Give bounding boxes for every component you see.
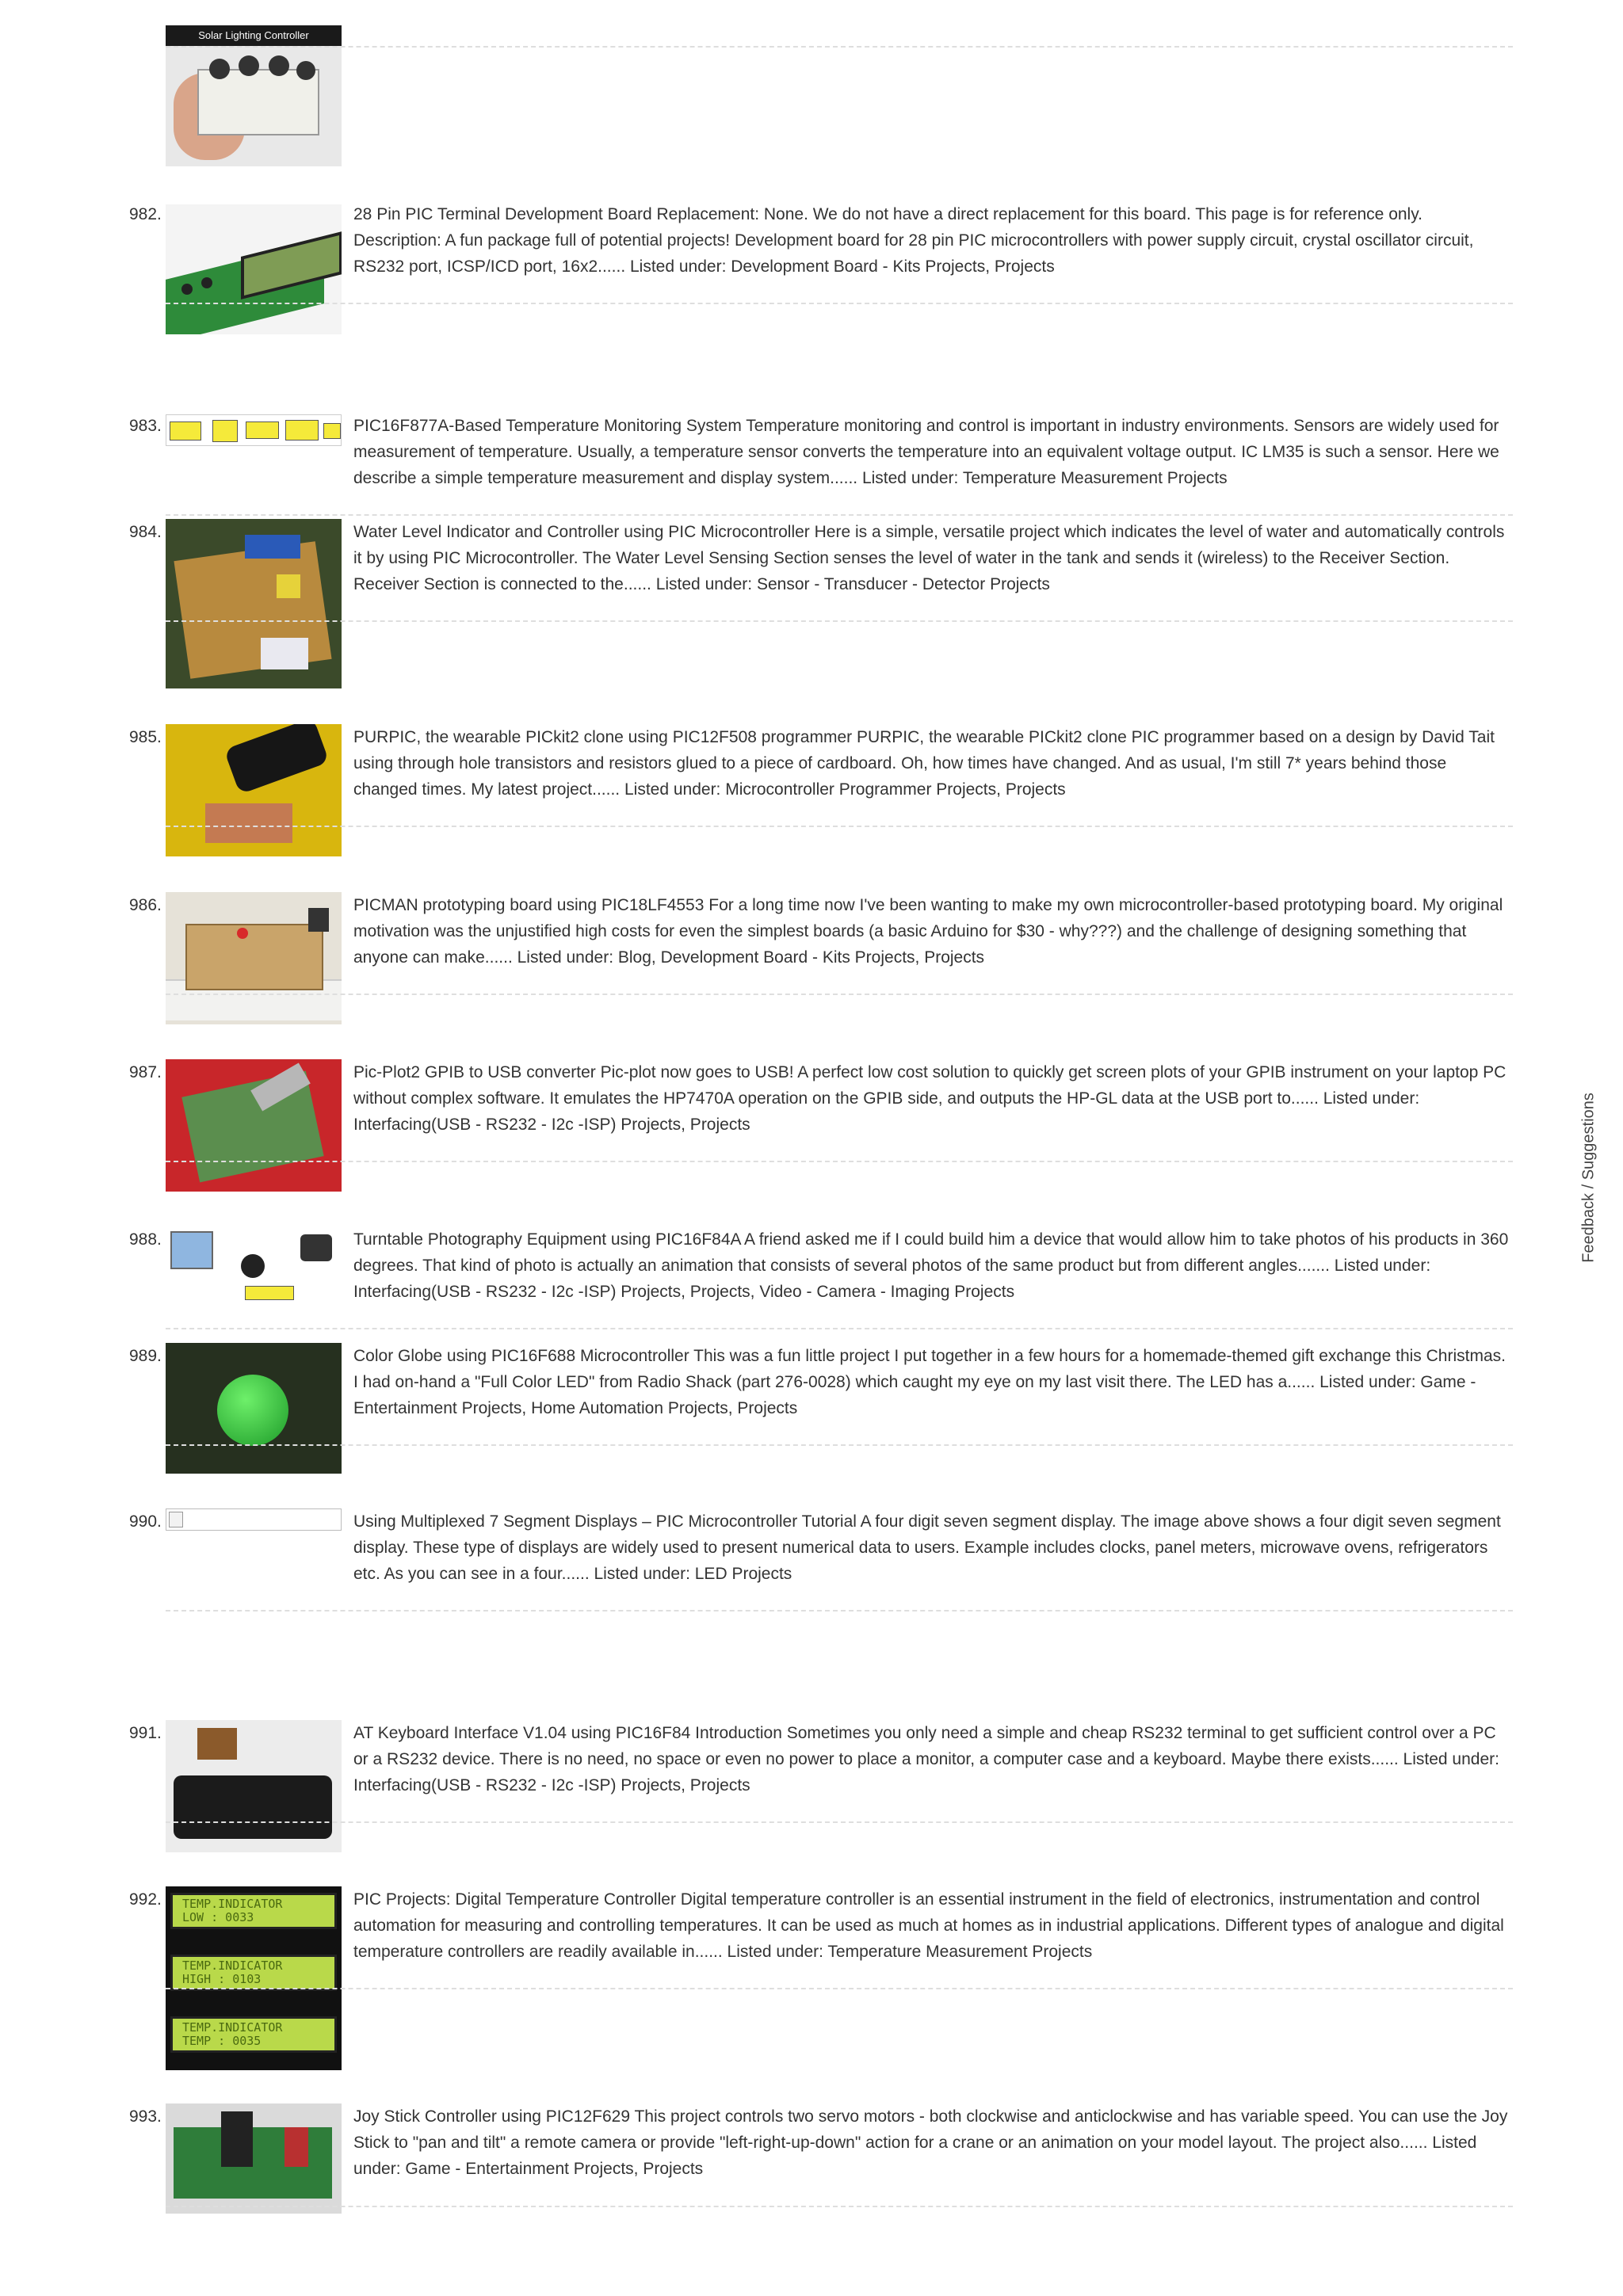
separator — [166, 1821, 1513, 1823]
broken-image-icon[interactable] — [166, 1508, 342, 1531]
separator — [166, 1444, 1513, 1446]
item-description[interactable]: Water Level Indicator and Controller using PIC Microcontroller Here is a simple, versatile project which indicates the level of water and automatically controls it by using PIC Microcontroller. The Water Level Sensing Section senses the level of water in the tank and sends it (wireless) to the Receiver Section. Receiver Section is connected to the...... Listed under: Sensor - Transducer - Detector Projects — [353, 523, 1505, 593]
project-thumbnail[interactable] — [166, 1343, 342, 1474]
item-number: 987. — [129, 1063, 162, 1081]
separator — [166, 994, 1513, 995]
feedback-label: Feedback / Suggestions — [1579, 1093, 1598, 1263]
lcd-line: TEMP.INDICATOR — [182, 1897, 283, 1911]
lcd-line: LOW : 0033 — [182, 1910, 254, 1924]
separator — [166, 826, 1513, 827]
separator — [166, 46, 1513, 48]
project-thumbnail[interactable] — [166, 519, 342, 688]
item-description[interactable]: Turntable Photography Equipment using PIC16F84A A friend asked me if I could build him a device that would allow him to take photos of his products in 360 degrees. That kind of photo is actually an animation that consists of several photos of the same product but from different angles....... Listed under: Interfacing(USB - RS232 - I2c -ISP) Projects, Projects, Video - Camera - Imaging Projects — [353, 1230, 1509, 1301]
feedback-tab[interactable] — [1577, 1089, 1601, 1272]
item-number: 989. — [129, 1347, 162, 1365]
item-description[interactable]: Using Multiplexed 7 Segment Displays – PIC Microcontroller Tutorial A four digit seven segment display. The image above shows a four digit seven segment display. These type of displays are widely used to present numerical data to users. Example includes clocks, panel meters, microwave ovens, refrigerators etc. As you can see in a four...... Listed under: LED Projects — [353, 1512, 1501, 1583]
item-description[interactable]: Pic-Plot2 GPIB to USB converter Pic-plot now goes to USB! A perfect low cost solution to quickly get screen plots of your GPIB instrument on your laptop PC without complex software. It emulates the HP7470A operation on the GPIB side, and outputs the HP-GL data at the USB port to...... Listed under: Interfacing(USB - RS232 - I2c -ISP) Projects, Projects — [353, 1063, 1507, 1134]
project-thumbnail[interactable] — [166, 414, 342, 446]
item-number: 984. — [129, 523, 162, 541]
item-number: 983. — [129, 417, 162, 435]
separator — [166, 1988, 1513, 1989]
lcd-line: TEMP.INDICATOR — [182, 2020, 283, 2035]
separator — [166, 303, 1513, 304]
item-description[interactable]: Color Globe using PIC16F688 Microcontroller This was a fun little project I put together in a few hours for a homemade-themed gift exchange this Christmas. I had on-hand a "Full Color LED" from Radio Shack (part 276-0028) which caught my eye on my last visit there. The LED has a...... Listed under: Game - Entertainment Projects, Home Automation Projects, Projects — [353, 1347, 1506, 1417]
separator — [166, 2206, 1513, 2207]
item-description[interactable]: 28 Pin PIC Terminal Development Board Replacement: None. We do not have a direct replacement for this board. This page is for reference only. Description: A fun package full of potential projects! Development board for 28 pin PIC microcontrollers with power supply circuit, crystal oscillator circuit, RS232 port, ICSP/ICD port, 16x2...... Listed under: Development Board - Kits Projects, Projects — [353, 205, 1474, 276]
item-number: 990. — [129, 1512, 162, 1531]
lcd-panel — [170, 2016, 337, 2053]
lcd-panel — [170, 1893, 337, 1929]
separator — [166, 620, 1513, 622]
project-thumbnail[interactable] — [166, 1226, 342, 1310]
item-number: 993. — [129, 2107, 162, 2126]
project-thumbnail[interactable] — [166, 1720, 342, 1852]
item-description[interactable]: PICMAN prototyping board using PIC18LF4553 For a long time now I've been wanting to make my own microcontroller-based prototyping board. My original motivation was the unjustified high costs for even the simplest boards (a basic Arduino for $30 - why???) and the challenge of designing something that anyone can make...... Listed under: Blog, Development Board - Kits Projects, Projects — [353, 896, 1503, 967]
project-thumbnail[interactable] — [166, 892, 342, 1024]
separator — [166, 514, 1513, 516]
lcd-line: TEMP : 0035 — [182, 2034, 262, 2048]
item-description[interactable]: AT Keyboard Interface V1.04 using PIC16F84 Introduction Sometimes you only need a simple and cheap RS232 terminal to get sufficient control over a PC or a RS232 device. There is no need, no space or even no power to place a monitor, a computer case and a keyboard. Maybe there exists...... Listed under: Interfacing(USB - RS232 - I2c -ISP) Projects, Projects — [353, 1724, 1499, 1794]
item-description[interactable]: Joy Stick Controller using PIC12F629 This project controls two servo motors - both clockwise and anticlockwise and has variable speed. You can use the Joy Stick to "pan and tilt" a remote camera or provide "left-right-up-down" action for a crane or an animation on your model layout. The project also...... Listed under: Game - Entertainment Projects, Projects — [353, 2107, 1508, 2178]
item-number: 985. — [129, 728, 162, 746]
project-thumbnail[interactable] — [166, 2103, 342, 2214]
item-number: 988. — [129, 1230, 162, 1249]
item-description[interactable]: PIC16F877A-Based Temperature Monitoring System Temperature monitoring and control is important in industry environments. Sensors are widely used for measurement of temperature. Usually, a temperature sensor converts the temperature into an equivalent voltage output. IC LM35 is such a sensor. Here we describe a simple temperature measurement and display system...... Listed under: Temperature Measurement Projects — [353, 417, 1499, 487]
project-thumbnail[interactable] — [166, 1059, 342, 1192]
lcd-panel — [170, 1955, 337, 1991]
item-description[interactable]: PIC Projects: Digital Temperature Controller Digital temperature controller is an essential instrument in the field of electronics, instrumentation and control automation for measuring and controlling temperatures. It can be used as much at homes as in industrial applications. Different types of analogue and digital temperature controllers are readily available in...... Listed under: Temperature Measurement Projects — [353, 1890, 1504, 1961]
item-number: 982. — [129, 205, 162, 223]
project-thumbnail[interactable] — [166, 1886, 342, 2070]
project-thumbnail[interactable] — [166, 204, 342, 334]
item-number: 991. — [129, 1724, 162, 1742]
thumbnail-title: Solar Lighting Controller — [166, 25, 342, 46]
item-description[interactable]: PURPIC, the wearable PICkit2 clone using PIC12F508 programmer PURPIC, the wearable PICkit2 clone PIC programmer based on a design by David Tait using through hole transistors and resistors glued to a piece of cardboard. Oh, how times have changed. And as usual, I'm still 7* years behind those changed times. My latest project...... Listed under: Microcontroller Programmer Projects, Projects — [353, 728, 1495, 799]
separator — [166, 1161, 1513, 1162]
item-number: 986. — [129, 896, 162, 914]
project-thumbnail[interactable] — [166, 724, 342, 856]
lcd-line: TEMP.INDICATOR — [182, 1958, 283, 1973]
lcd-line: HIGH : 0103 — [182, 1972, 262, 1986]
item-number: 992. — [129, 1890, 162, 1909]
separator — [166, 1610, 1513, 1611]
separator — [166, 1328, 1513, 1329]
